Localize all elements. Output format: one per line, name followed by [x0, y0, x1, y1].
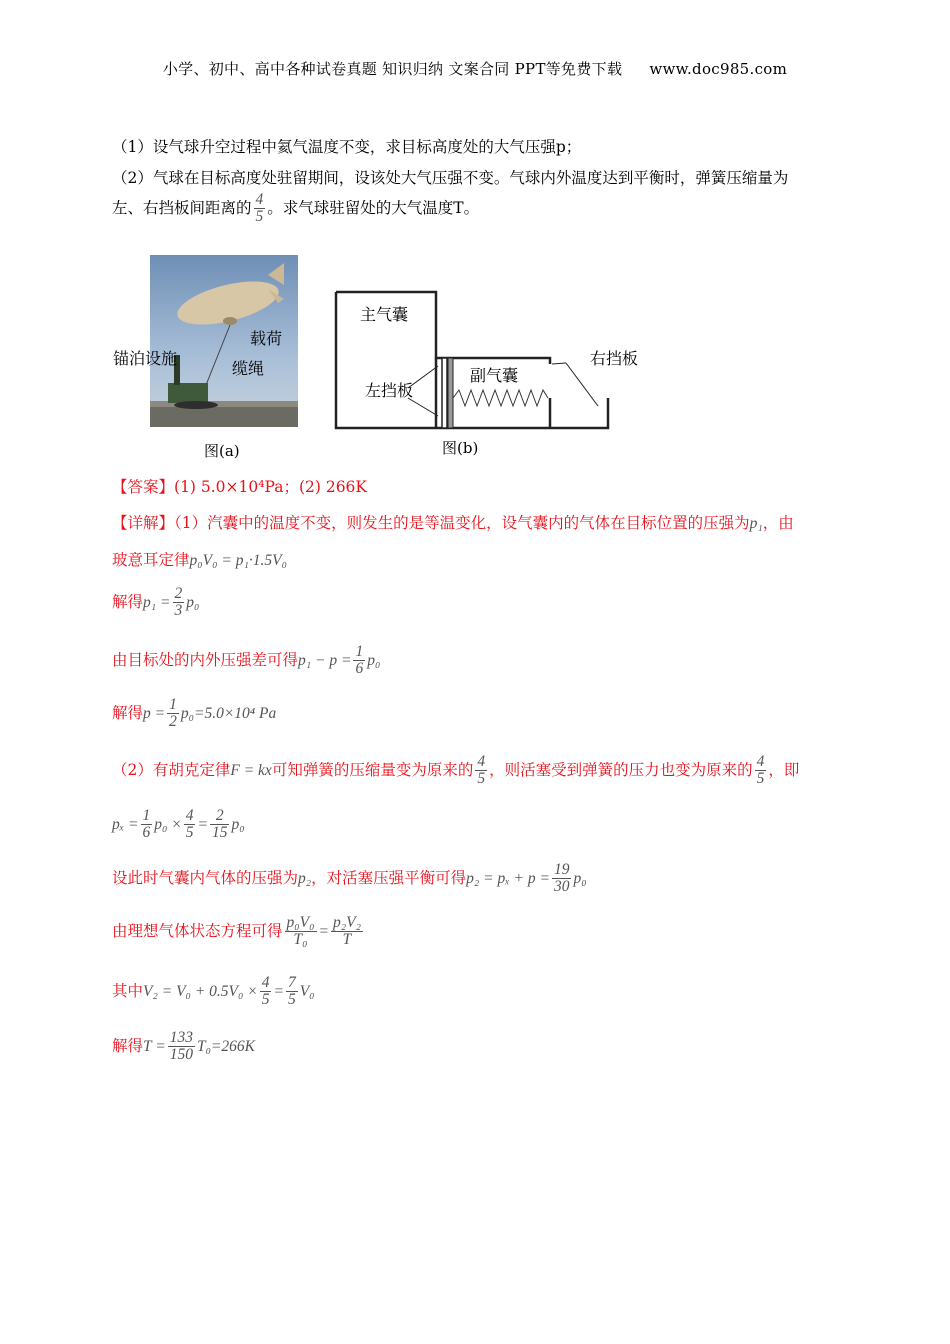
detail-line-3: 解得p₁ = $\frac{2}{3}$ p₀: [112, 585, 200, 620]
detail-line-1: 【详解】（1）汽囊中的温度不变，则发生的是等温变化，设气囊内的气体在目标位置的压强为p₁，由: [112, 514, 794, 532]
question-1: （1）设气球升空过程中氦气温度不变，求目标高度处的大气压强p；: [112, 138, 582, 156]
detail-line-7: pₓ = $\frac{1}{6}$ p₀ × $\frac{4}{5}$ = $\frac{2}{15}$ p₀: [112, 807, 245, 842]
caption-b: 图(b): [442, 439, 479, 457]
detail-line-9: 由理想气体状态方程可得 $\frac{\text{p₀V₀}}{\text{T₀}}$ = $\frac{\text{p₂V₂}}{T}$: [112, 914, 361, 949]
answer-tag: 【答案】: [112, 478, 175, 496]
question-2-line1: （2）气球在目标高度处驻留期间，设该处大气压强不变。气球内外温度达到平衡时，弹簧压缩量为: [112, 169, 789, 187]
label-main-bag: 主气囊: [360, 305, 409, 324]
detail-line-5: 解得p = $\frac{1}{2}$ p₀=5.0×10⁴ Pa: [112, 696, 277, 731]
header-url[interactable]: www.doc985.com: [649, 60, 788, 78]
answer-text: (1) 5.0×10⁴Pa；(2) 266K: [174, 478, 367, 496]
label-left-plate: 左挡板: [365, 381, 414, 400]
q2-fraction: $\frac{4}{5}$: [255, 191, 264, 226]
detail-line-4: 由目标处的内外压强差可得p₁ − p = $\frac{1}{6}$ p₀: [112, 643, 381, 678]
label-mooring: 锚泊设施: [113, 349, 178, 368]
detail-line-8: 设此时气囊内气体的压强为p₂，对活塞压强平衡可得p₂ = pₓ + p = $\frac{19}{30}$ p₀: [112, 861, 587, 896]
question-2-line2: [112, 192, 479, 226]
label-load: 载荷: [250, 329, 283, 348]
label-cable: 缆绳: [232, 359, 265, 378]
label-right-plate: 右挡板: [590, 349, 639, 368]
page-header: [0, 58, 950, 79]
label-aux-bag: 副气囊: [470, 366, 519, 385]
q2-text-b: 。求气球驻留处的大气温度T。: [267, 198, 480, 217]
answer-line: [112, 475, 367, 497]
detail-line-2: 玻意耳定律p₀V₀ = p₁·1.5V₀: [112, 551, 287, 569]
detail-line-6: （2）有胡克定律F = kx可知弹簧的压缩量变为原来的 $\frac{4}{5}$ ，则活塞受到弹簧的压力也变为原来的 $\frac{4}{5}$ ，即: [112, 753, 800, 788]
caption-a: 图(a): [204, 442, 240, 460]
detail-line-10: 其中V₂ = V₀ + 0.5V₀ × $\frac{4}{5}$ = $\frac{7}{5}$ V₀: [112, 974, 315, 1009]
header-text: 小学、初中、高中各种试卷真题 知识归纳 文案合同 PPT等免费下载: [162, 60, 623, 78]
q2-text-a: 左、右挡板间距离的: [112, 198, 252, 217]
detail-line-11: 解得T = $\frac{133}{150}$ T₀=266K: [112, 1029, 256, 1064]
